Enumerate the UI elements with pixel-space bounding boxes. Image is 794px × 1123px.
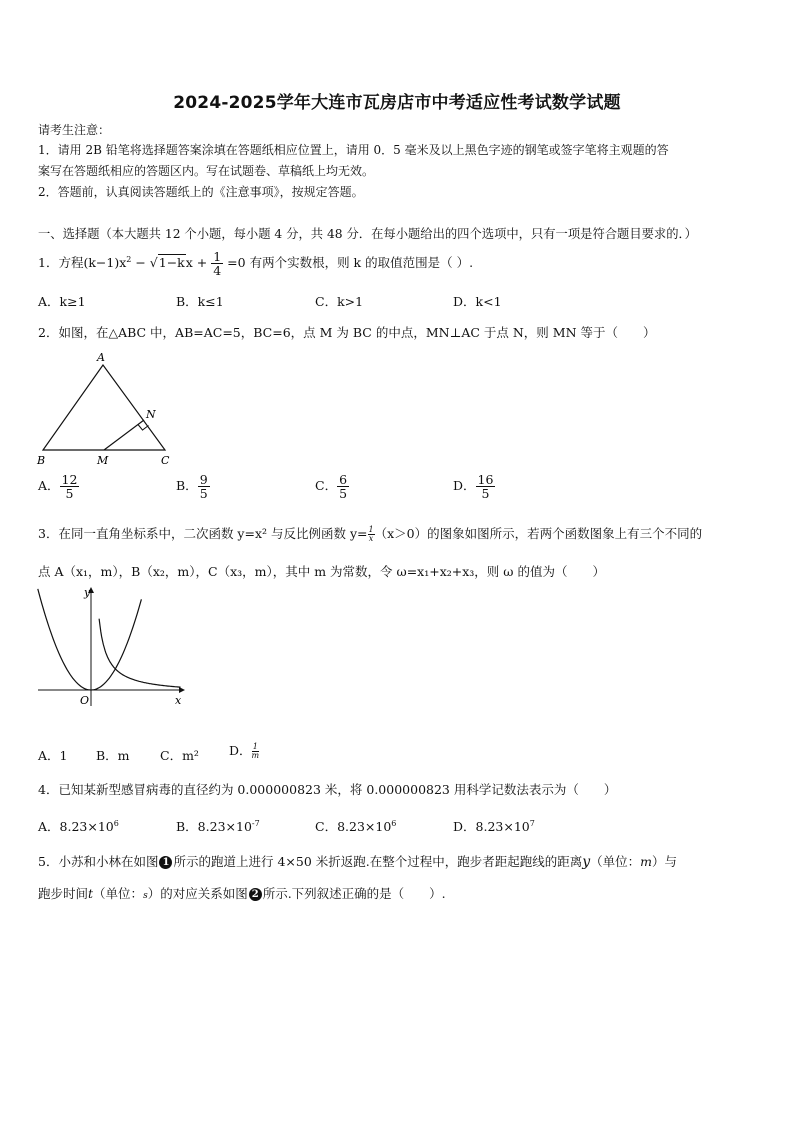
q2-option-d-frac — [476, 473, 496, 500]
q2-option-b[interactable] — [176, 473, 210, 500]
section-heading: 一、选择题（本大题共 12 个小题，每小题 4 分，共 48 分．在每小题给出的四个选项中，只有一项是符合题目要求的．） — [38, 227, 697, 241]
q3-option-a[interactable]: A．1 — [38, 748, 68, 763]
q4-option-c[interactable] — [315, 817, 396, 835]
q1-eq-c: x + — [185, 255, 212, 271]
q4-option-b-base: B．8.23×10 — [176, 819, 252, 834]
q4-option-a-base: A．8.23×10 — [38, 819, 114, 834]
q1-eq-a: (k−1)x — [83, 255, 127, 271]
q2-option-c-num: 6 — [339, 472, 348, 487]
q3-option-d-frac — [252, 743, 260, 760]
q2-option-d-den: 5 — [481, 486, 490, 502]
q1-eq-d: =0 有两个实数根，则 k 的取值范围是（ ）. — [223, 255, 474, 271]
q2-option-a-letter: A． — [38, 478, 60, 494]
function-graph — [34, 584, 194, 710]
q3-frac-den: x — [368, 534, 374, 543]
q1-option-a[interactable]: A．k≥1 — [38, 294, 86, 309]
q1-fraction — [211, 250, 223, 277]
q4-option-a[interactable] — [38, 817, 119, 835]
q5-l2d: 所示.下列叙述正确的是（ ）. — [262, 886, 446, 901]
q4-option-a-exp: 6 — [113, 818, 119, 828]
q2-option-c-frac — [337, 473, 349, 500]
q4-option-b[interactable] — [176, 817, 260, 835]
q5-l2c: ）的对应关系如图 — [147, 886, 248, 901]
axis-y-label: y — [84, 586, 91, 599]
q2-option-a-frac — [60, 473, 80, 500]
q2-option-d-num: 16 — [477, 472, 494, 487]
q4-option-b-exp: -7 — [251, 818, 260, 828]
q5-l2b: （单位： — [93, 886, 144, 901]
label-n: N — [146, 408, 156, 421]
q1-option-d[interactable]: D．k<1 — [453, 294, 502, 309]
triangle-figure — [30, 348, 180, 470]
question-3-line-1 — [38, 524, 702, 543]
label-b: B — [37, 454, 46, 467]
q3-option-c-text: C．m² — [160, 748, 199, 763]
q4-option-d-base: D．8.23×10 — [453, 819, 530, 834]
q1-frac-den: 4 — [213, 263, 222, 279]
q3-option-c[interactable] — [160, 746, 199, 764]
q3-line1-b: （x＞0）的图象如图所示，若两个函数图象上有三个不同的 — [374, 526, 703, 541]
q1-eq-b: − — [131, 255, 150, 271]
parabola-curve — [38, 589, 142, 690]
q3-option-d-letter: D． — [229, 743, 252, 758]
q1-sqrt: 1−k — [158, 255, 185, 271]
notice-line-3: 2．答题前，认真阅读答题纸上的《注意事项》，按规定答题。 — [38, 185, 364, 199]
origin-label: O — [80, 694, 90, 707]
circle-two-icon: 2 — [249, 888, 262, 901]
q5-unit-m: m — [640, 854, 653, 869]
q2-option-a-den: 5 — [65, 486, 74, 502]
q1-eq-sup: 2 — [126, 254, 132, 264]
question-5-line-2 — [38, 884, 446, 902]
label-m: M — [97, 454, 109, 467]
notice-heading: 请考生注意： — [38, 123, 111, 137]
q2-option-c-den: 5 — [339, 486, 348, 502]
circle-one-icon: 1 — [159, 856, 172, 869]
q2-option-b-frac — [198, 473, 210, 500]
notice-line-2: 案写在答题纸相应的答题区内。写在试题卷、草稿纸上均无效。 — [38, 164, 375, 178]
page-title: 2024-2025学年大连市瓦房店市中考适应性考试数学试题 — [173, 93, 621, 113]
q2-option-b-den: 5 — [199, 486, 208, 502]
q2-option-a-num: 12 — [61, 472, 78, 487]
q4-option-d[interactable] — [453, 817, 535, 835]
q5-l1c: （单位： — [590, 854, 641, 869]
q5-l2a: 跑步时间 — [38, 886, 89, 901]
question-1: 1．方程$(k-1)x^2 - √1-kx$ + $\frac{1}{4}$ =0 有两个实数根，则 k 的取值范围是（ ）. — [38, 249, 474, 279]
q4-option-d-exp: 7 — [529, 818, 535, 828]
q2-option-d[interactable] — [453, 473, 495, 500]
q2-option-a[interactable] — [38, 473, 79, 500]
q2-option-b-num: 9 — [199, 472, 208, 487]
label-c: C — [161, 454, 170, 467]
q1-option-b[interactable]: B．k≤1 — [176, 294, 224, 309]
q1-frac-num: 1 — [213, 249, 222, 264]
q4-option-c-exp: 6 — [391, 818, 397, 828]
question-3-line-2: 点 A（x₁，m），B（x₂，m），C（x₃，m），其中 m 为常数，令 ω=x₁+x₂+x₃，则 ω 的值为（ ） — [38, 564, 605, 579]
q3-option-b[interactable]: B．m — [96, 748, 130, 763]
q3-option-d[interactable] — [229, 741, 259, 760]
q2-option-d-letter: D． — [453, 478, 476, 494]
q5-var-t: t — [88, 886, 94, 901]
axis-x-label: x — [175, 694, 182, 707]
q2-option-c[interactable] — [315, 473, 349, 500]
q5-var-y: y — [582, 854, 591, 870]
q3-frac-num: 1 — [368, 525, 374, 534]
question-2: 2．如图，在△ABC 中，AB=AC=5，BC=6，点 M 为 BC 的中点，MN⊥AC 于点 N，则 MN 等于（ ） — [38, 325, 656, 340]
q3-inline-frac — [368, 526, 375, 543]
q3-line1-a: 3．在同一直角坐标系中，二次函数 y=x² 与反比例函数 y= — [38, 526, 368, 541]
label-a: A — [97, 351, 105, 364]
q3-option-d-num: 1 — [252, 742, 258, 751]
q2-option-c-letter: C． — [315, 478, 338, 494]
q5-l1b: 所示的跑道上进行 4×50 米折返跑.在整个过程中，跑步者距起跑线的距离 — [173, 854, 583, 869]
q5-l1a: 5．小苏和小林在如图 — [38, 854, 159, 869]
q1-option-c[interactable]: C．k>1 — [315, 294, 364, 309]
hyperbola-curve — [99, 619, 181, 688]
question-5-line-1 — [38, 852, 677, 870]
q4-option-c-base: C．8.23×10 — [315, 819, 392, 834]
q2-option-b-letter: B． — [176, 478, 198, 494]
notice-line-1: 1．请用 2B 铅笔将选择题答案涂填在答题纸相应位置上，请用 0．5 毫米及以上黑色字迹的钢笔或签字笔将主观题的答 — [38, 143, 669, 157]
q5-l1d: ）与 — [652, 854, 678, 869]
q3-option-d-den: m — [251, 751, 260, 760]
question-4: 4．已知某新型感冒病毒的直径约为 0.000000823 米，将 0.000000823 用科学记数法表示为（ ） — [38, 782, 617, 797]
q5-unit-s: s — [143, 891, 148, 901]
q1-prefix: 1．方程 — [38, 255, 84, 271]
